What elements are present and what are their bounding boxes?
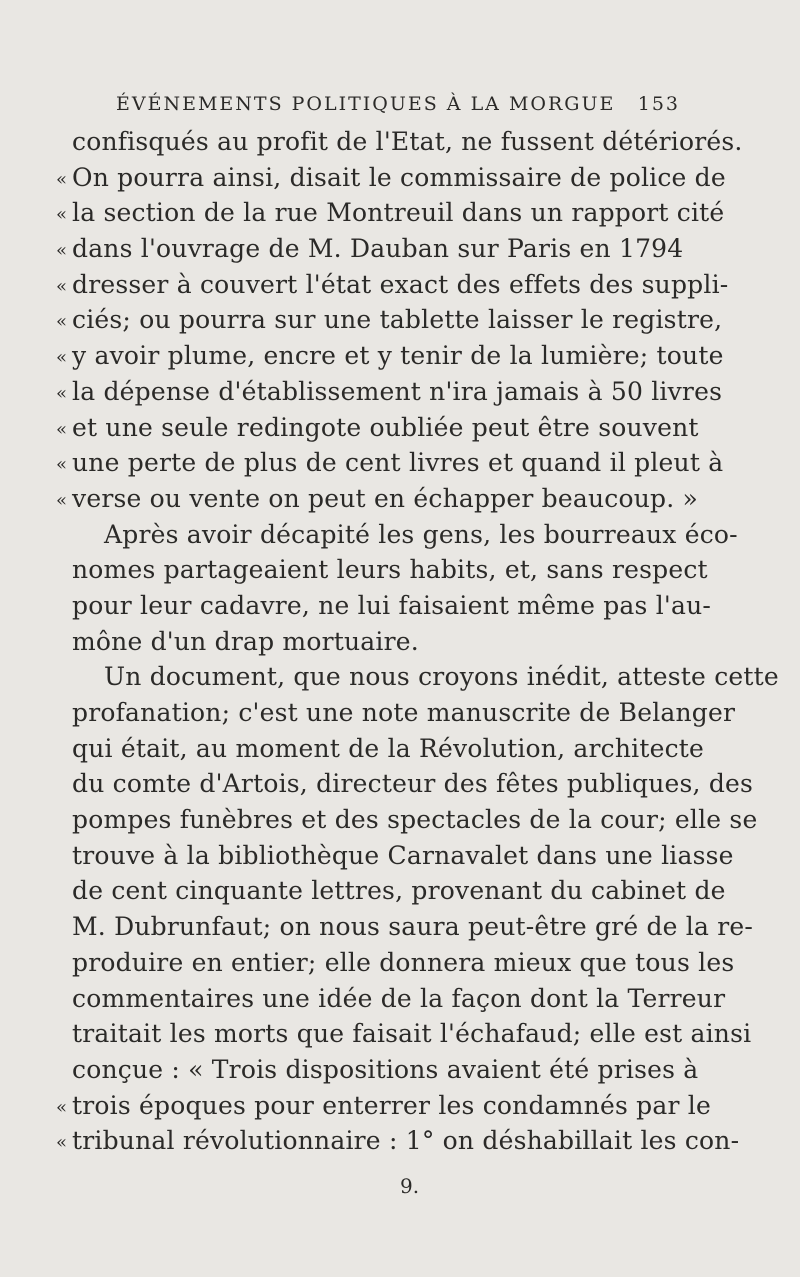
quote-mark: « (56, 489, 68, 511)
text-line (56, 445, 756, 481)
line-text: une perte de plus de cent livres et quand il pleut à (72, 448, 724, 478)
text-line (56, 195, 756, 231)
line-text: M. Dubrunfaut; on nous saura peut-être gré de la re- (72, 912, 754, 942)
text-line (56, 231, 756, 267)
line-text: la section de la rue Montreuil dans un rapport cité (72, 198, 725, 228)
text-line (56, 552, 756, 588)
text-line (56, 802, 756, 838)
quote-mark: « (56, 1132, 68, 1154)
line-text: trois époques pour enterrer les condamnés par le (72, 1090, 711, 1120)
text-line (56, 302, 756, 338)
line-text: profanation; c'est une note manuscrite de Belanger (72, 698, 736, 727)
quote-mark: « (56, 240, 68, 262)
text-line (56, 624, 756, 660)
page-number: 153 (637, 93, 680, 115)
quote-mark: « (56, 347, 68, 369)
quote-mark: « (56, 204, 68, 226)
line-text: trouve à la bibliothèque Carnavalet dans une liasse (72, 840, 734, 870)
text-line (56, 1123, 756, 1159)
text-line (56, 873, 756, 909)
line-text: commentaires une idée de la façon dont la Terreur (72, 983, 726, 1013)
signature-mark: 9. (400, 1174, 420, 1198)
line-text: et une seule redingote oubliée peut être souvent (72, 412, 699, 442)
line-text: Un document, que nous croyons inédit, atteste cette (104, 662, 779, 692)
text-line (56, 124, 756, 160)
text-line (56, 374, 756, 410)
quote-mark: « (56, 275, 68, 297)
quote-mark: « (56, 311, 68, 333)
line-text: de cent cinquante lettres, provenant du cabinet de (72, 876, 726, 906)
line-text: conçue : « Trois dispositions avaient été prises à (72, 1054, 699, 1084)
text-line (56, 909, 756, 945)
line-text: tribunal révolutionnaire : 1° on déshabillait les con- (72, 1126, 740, 1156)
quote-mark: « (56, 382, 68, 404)
text-line (56, 766, 756, 802)
line-text: dresser à couvert l'état exact des effets des suppli- (72, 269, 729, 299)
line-text: nomes partageaient leurs habits, et, sans respect (72, 555, 708, 585)
line-text: produire en entier; elle donnera mieux que tous les (72, 947, 735, 977)
line-text: qui était, au moment de la Révolution, architecte (72, 733, 705, 763)
text-line (56, 267, 756, 303)
text-line (56, 731, 756, 767)
text-line (56, 410, 756, 446)
text-line (56, 981, 756, 1017)
text-line (56, 1016, 756, 1052)
line-text: traitait les morts que faisait l'échafaud; elle est ainsi (72, 1019, 752, 1049)
line-text: verse ou vente on peut en échapper beaucoup. » (72, 483, 699, 513)
quote-mark: « (56, 454, 68, 476)
line-text: y avoir plume, encre et y tenir de la lumière; toute (72, 341, 724, 371)
text-line (56, 1088, 756, 1124)
line-text: Après avoir décapité les gens, les bourreaux éco- (104, 519, 738, 549)
text-line (56, 481, 756, 517)
text-line (56, 945, 756, 981)
text-line (56, 338, 756, 374)
line-text: mône d'un drap mortuaire. (72, 626, 419, 656)
line-text: pour leur cadavre, ne lui faisaient même pas l'au- (72, 590, 712, 620)
text-line (56, 695, 756, 731)
text-line (56, 160, 756, 196)
text-line (56, 1052, 756, 1088)
running-head-title: ÉVÉNEMENTS POLITIQUES À LA MORGUE (116, 93, 616, 115)
line-text: la dépense d'établissement n'ira jamais à 50 livres (72, 376, 723, 406)
line-text: dans l'ouvrage de M. Dauban sur Paris en 1794 (72, 234, 684, 264)
text-line (56, 838, 756, 874)
line-text: pompes funèbres et des spectacles de la cour; elle se (72, 805, 758, 835)
line-text: confisqués au profit de l'Etat, ne fussent détériorés. (72, 127, 743, 156)
text-line (56, 517, 756, 553)
line-text: du comte d'Artois, directeur des fêtes publiques, des (72, 769, 754, 799)
text-line (56, 588, 756, 624)
quote-mark: « (56, 1096, 68, 1118)
text-line (56, 659, 779, 695)
quote-mark: « (56, 418, 68, 440)
body-text (56, 124, 779, 1159)
line-text: ciés; ou pourra sur une tablette laisser le registre, (72, 305, 723, 335)
running-head (116, 93, 680, 115)
line-text: On pourra ainsi, disait le commissaire de police de (72, 162, 726, 192)
quote-mark: « (56, 168, 68, 190)
